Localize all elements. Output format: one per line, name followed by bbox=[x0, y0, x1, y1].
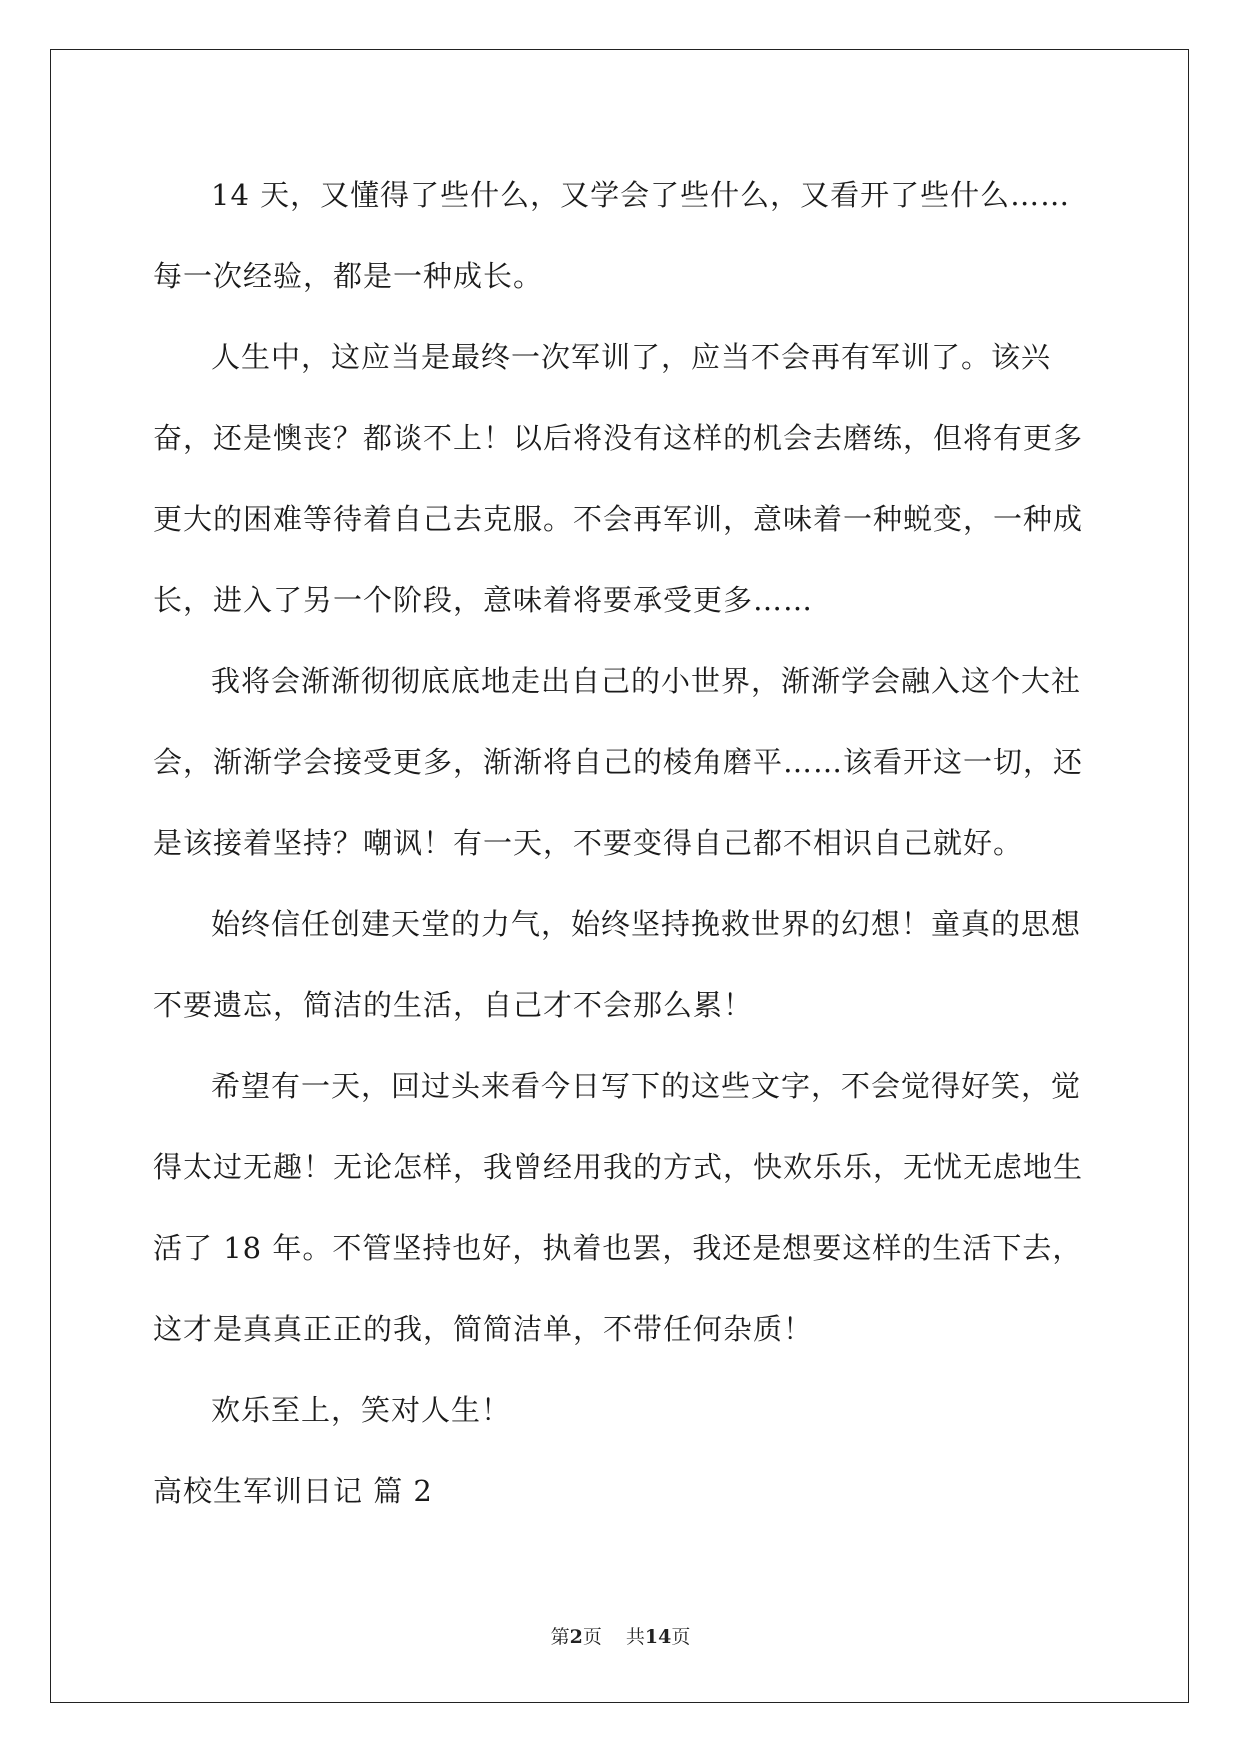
footer-total-prefix: 共 bbox=[625, 1626, 645, 1648]
footer-page-number: 2 bbox=[569, 1626, 583, 1648]
section-heading: 高校生军训日记 篇 2 bbox=[153, 1474, 433, 1508]
paragraph: 欢乐至上，笑对人生！ bbox=[211, 1393, 512, 1427]
footer-prefix: 第 bbox=[550, 1626, 570, 1648]
paragraph: 14 天，又懂得了些什么，又学会了些什么，又看开了些什么……每一次经验，都是一种成长。 bbox=[153, 178, 1071, 293]
paragraph: 我将会渐渐彻彻底底地走出自己的小世界，渐渐学会融入这个大社会，渐渐学会接受更多，渐渐将自己的棱角磨平……该看开这一切，还是该接着坚持？嘲讽！有一天，不要变得自己都不相识自己就好。 bbox=[153, 664, 1084, 860]
paragraph: 希望有一天，回过头来看今日写下的这些文字，不会觉得好笑，觉得太过无趣！无论怎样，我曾经用我的方式，快欢乐乐，无忧无虑地生活了 18 年。不管坚持也好，执着也罢，我还是想要这样的生活下去，这才是真真正正的我，简简洁单，不带任何杂质！ bbox=[153, 1069, 1084, 1346]
paragraph: 人生中，这应当是最终一次军训了，应当不会再有军训了。该兴奋，还是懊丧？都谈不上！以后将没有这样的机会去磨练，但将有更多更大的困难等待着自己去克服。不会再军训，意味着一种蜕变，一种成长，进入了另一个阶段，意味着将要承受更多…… bbox=[153, 340, 1084, 617]
page-footer bbox=[0, 1622, 1241, 1649]
footer-page-suffix: 页 bbox=[582, 1626, 602, 1648]
paragraph: 始终信任创建天堂的力气，始终坚持挽救世界的幻想！童真的思想不要遗忘，简洁的生活，自己才不会那么累！ bbox=[153, 907, 1082, 1022]
document-body bbox=[153, 155, 1093, 1532]
footer-total-suffix: 页 bbox=[671, 1626, 691, 1648]
footer-total-pages: 14 bbox=[644, 1626, 672, 1648]
